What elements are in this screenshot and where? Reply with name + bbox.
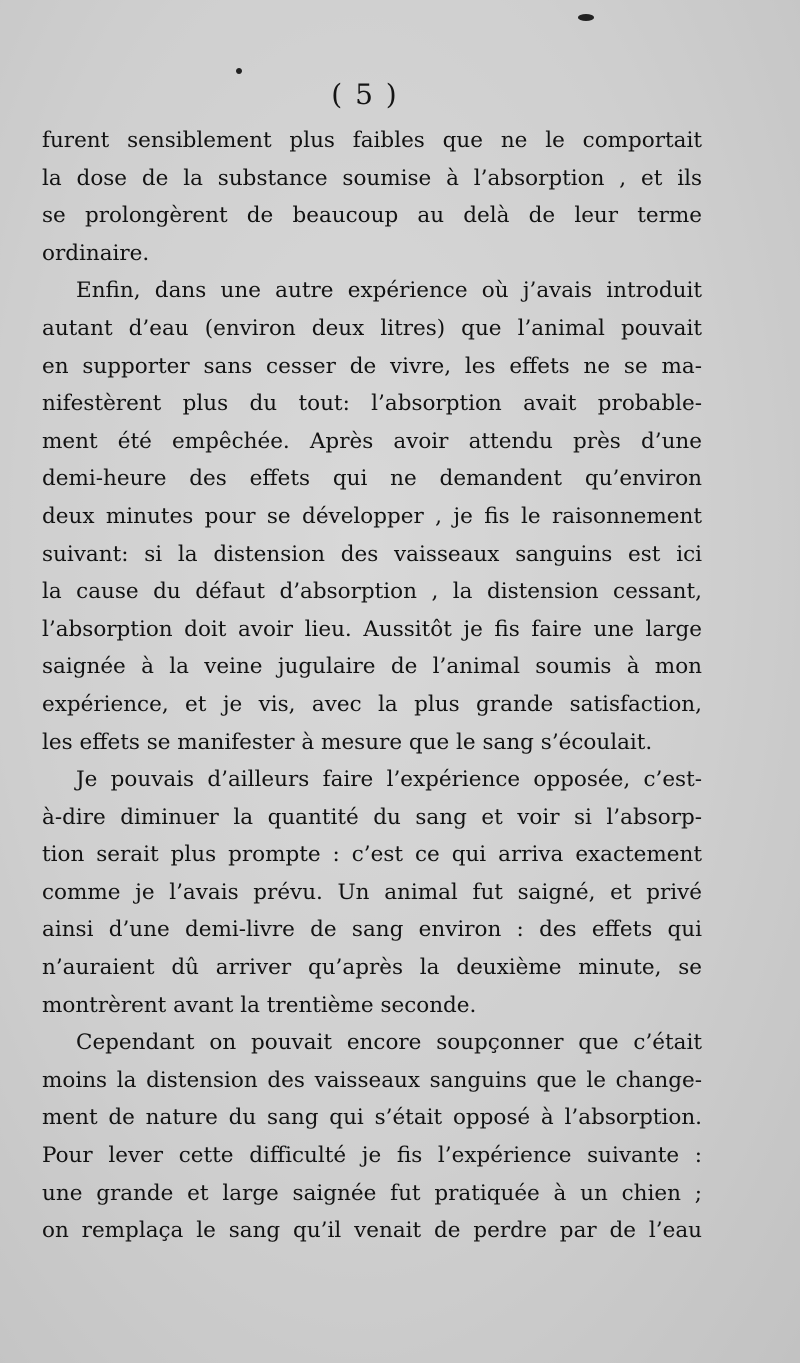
text-line: furent sensiblement plus faibles que ne le comportait <box>42 128 702 153</box>
text-line: en supporter sans cesser de vivre, les effets ne se ma- <box>42 353 702 379</box>
text-line: ment de nature du sang qui s’était opposé à l’absorption. <box>42 1105 702 1131</box>
text-line: Je pouvais d’ailleurs faire l’expérience opposée, c’est- <box>76 767 702 793</box>
text-line: ordinaire. <box>42 240 150 266</box>
text-line: Enfin, dans une autre expérience où j’avais introduit <box>76 278 702 304</box>
text-line: saignée à la veine jugulaire de l’animal soumis à mon <box>42 654 702 680</box>
text-line: Cependant on pouvait encore soupçonner que c’était <box>76 1030 702 1056</box>
text-line: se prolongèrent de beaucoup au delà de leur terme <box>42 203 702 229</box>
text-line: moins la distension des vaisseaux sanguins que le change- <box>42 1067 702 1093</box>
text-line: tion serait plus prompte : c’est ce qui arriva exactement <box>42 842 702 868</box>
body-text <box>42 122 702 1250</box>
text-line: une grande et large saignée fut pratiquée à un chien ; <box>42 1180 702 1206</box>
text-line: suivant: si la distension des vaisseaux sanguins est ici <box>42 541 702 567</box>
text-line: l’absorption doit avoir lieu. Aussitôt je fis faire une large <box>42 616 702 642</box>
text-line: on remplaça le sang qu’il venait de perdre par de l’eau <box>42 1218 702 1244</box>
ink-speck <box>236 68 242 74</box>
text-line: demi-heure des effets qui ne demandent qu’environ <box>42 466 702 492</box>
text-line: la cause du défaut d’absorption , la distension cessant, <box>42 579 702 605</box>
text-line: deux minutes pour se développer , je fis le raisonnement <box>42 503 702 529</box>
text-line: comme je l’avais prévu. Un animal fut saigné, et privé <box>42 879 702 905</box>
text-line: ment été empêchée. Après avoir attendu près d’une <box>42 428 702 454</box>
text-line: n’auraient dû arriver qu’après la deuxième minute, se <box>42 955 702 981</box>
text-line: la dose de la substance soumise à l’absorption , et ils <box>42 165 702 191</box>
text-line: autant d’eau (environ deux litres) que l’animal pouvait <box>42 315 702 341</box>
text-line: expérience, et je vis, avec la plus grande satisfaction, <box>42 691 702 717</box>
page-number: ( 5 ) <box>331 78 399 111</box>
text-line: à-dire diminuer la quantité du sang et voir si l’absorp- <box>42 804 702 830</box>
text-line: nifestèrent plus du tout: l’absorption avait probable- <box>42 391 702 417</box>
text-line: montrèrent avant la trentième seconde. <box>42 992 477 1018</box>
text-line: les effets se manifester à mesure que le sang s’écoulait. <box>42 729 653 755</box>
text-line: Pour lever cette difficulté je fis l’expérience suivante : <box>42 1143 702 1169</box>
text-line: ainsi d’une demi-livre de sang environ : des effets qui <box>42 917 702 943</box>
ink-speck <box>578 14 594 21</box>
